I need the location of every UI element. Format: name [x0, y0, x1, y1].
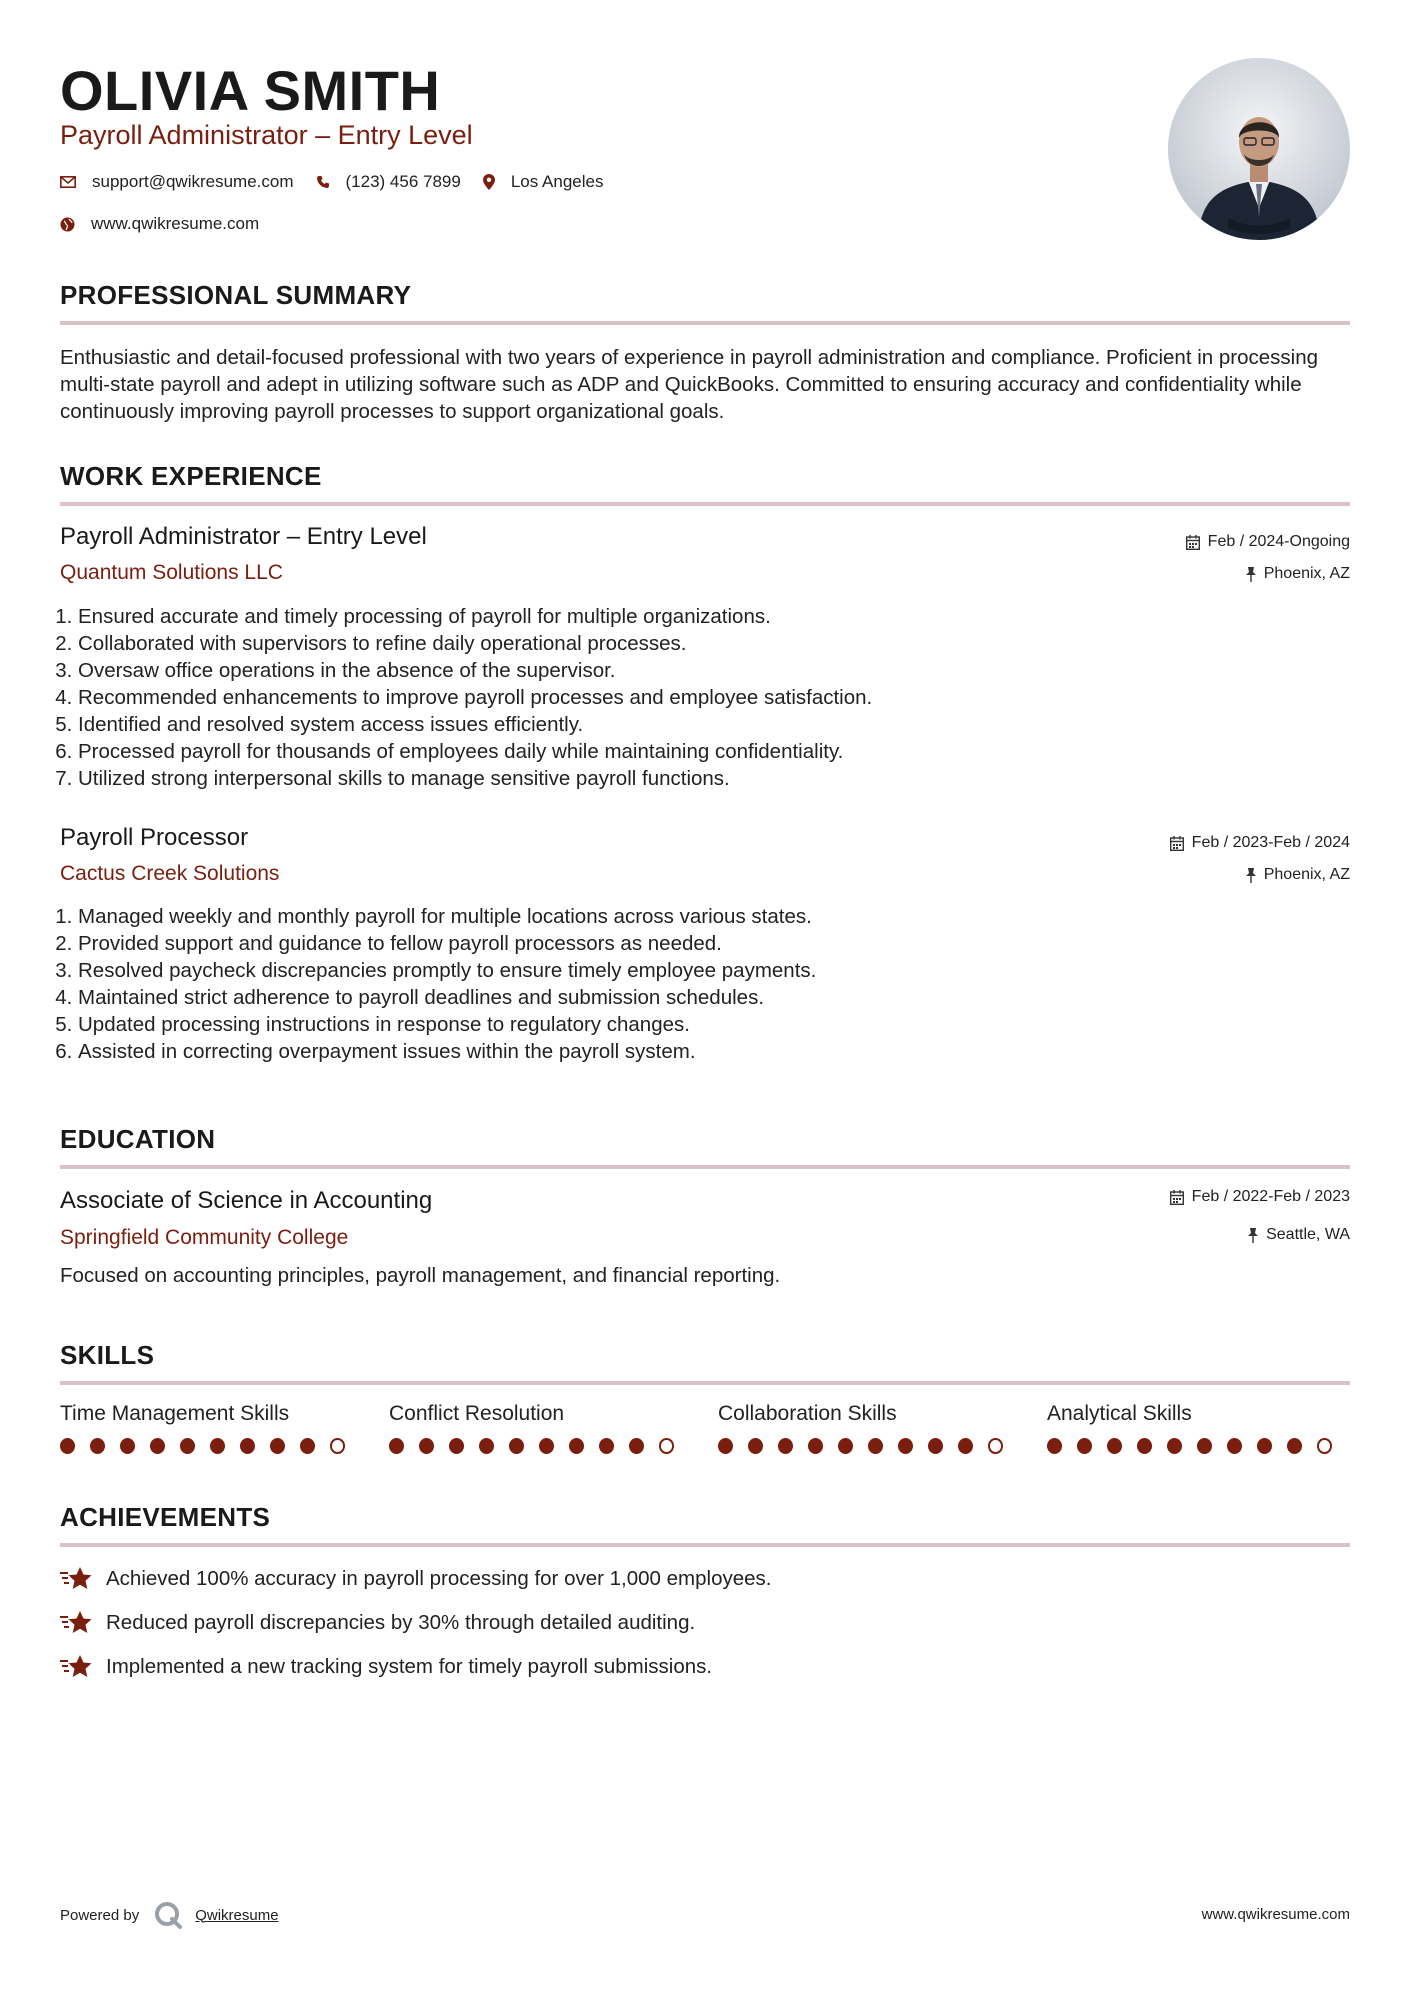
degree-title: Associate of Science in Accounting [60, 1187, 433, 1214]
rating-dot-filled [150, 1438, 165, 1454]
profile-photo [1168, 58, 1350, 240]
job-dates-text: Feb / 2023-Feb / 2024 [1191, 834, 1350, 851]
job-bullet: 4. Maintained strict adherence to payroll deadlines and submission schedules. [78, 984, 1338, 1011]
job-title: Payroll Processor [60, 824, 249, 851]
rating-dot-filled [1107, 1438, 1122, 1454]
rating-dot-filled [748, 1438, 763, 1454]
rating-dot-filled [1167, 1438, 1182, 1454]
skill-label: Analytical Skills [1047, 1402, 1192, 1425]
candidate-name: OLIVIA SMITH [60, 59, 441, 122]
achievement-item [60, 1566, 771, 1592]
school-name: Springfield Community College [60, 1226, 349, 1249]
job-location-text: Phoenix, AZ [1263, 565, 1350, 582]
job-bullet: 4. Recommended enhancements to improve payroll processes and employee satisfaction. [78, 684, 1338, 711]
achievements-heading: ACHIEVEMENTS [60, 1502, 271, 1532]
job-bullet: 7. Utilized strong interpersonal skills to manage sensitive payroll functions. [78, 765, 1338, 792]
candidate-title: Payroll Administrator – Entry Level [60, 120, 473, 150]
rating-dot-filled [509, 1438, 524, 1454]
company-name: Quantum Solutions LLC [60, 561, 283, 584]
education-heading: EDUCATION [60, 1124, 216, 1154]
rating-dot-filled [928, 1438, 943, 1454]
job-bullet: 5. Updated processing instructions in response to regulatory changes. [78, 1011, 1338, 1038]
experience-heading: WORK EXPERIENCE [60, 461, 322, 491]
contact-website[interactable] [60, 214, 259, 234]
skills-heading: SKILLS [60, 1340, 155, 1370]
achievement-item [60, 1654, 712, 1680]
website-text: www.qwikresume.com [91, 214, 260, 233]
rating-dot-filled [479, 1438, 494, 1454]
star-icon [60, 1654, 92, 1680]
rating-dot-filled [60, 1438, 75, 1454]
rating-dot-filled [180, 1438, 195, 1454]
job-title: Payroll Administrator – Entry Level [60, 523, 427, 550]
skill-rating [389, 1438, 689, 1454]
job-bullet: 2. Provided support and guidance to fellow payroll processors as needed. [78, 930, 1338, 957]
summary-heading: PROFESSIONAL SUMMARY [60, 280, 412, 310]
resume-page [60, 0, 1350, 1990]
achievements-divider [60, 1543, 1350, 1547]
education-location [1248, 1226, 1350, 1244]
skill-item [718, 1402, 1018, 1454]
rating-dot-filled [1047, 1438, 1062, 1454]
job-bullet: 5. Identified and resolved system access issues efficiently. [78, 711, 1338, 738]
rating-dot-filled [958, 1438, 973, 1454]
job-location [1246, 866, 1350, 884]
company-name: Cactus Creek Solutions [60, 862, 280, 885]
map-pin-icon [483, 174, 495, 190]
summary-text: Enthusiastic and detail-focused professional with two years of experience in payroll administration and compliance. Proficient in processing multi-state payroll and adept in utilizing software such as ADP and QuickBooks. Committed to ensuring accuracy and confidentiality while continuously improving payroll processes to support organizational goals. [60, 346, 1318, 423]
rating-dot-filled [778, 1438, 793, 1454]
pushpin-icon [1248, 1228, 1258, 1243]
brand-link[interactable]: Qwikresume [195, 1906, 279, 1924]
powered-by-label: Powered by [60, 1906, 140, 1924]
pushpin-icon [1246, 567, 1256, 582]
star-icon [60, 1566, 92, 1592]
education-divider [60, 1165, 1350, 1169]
envelope-icon [60, 176, 76, 188]
rating-dot-filled [898, 1438, 913, 1454]
rating-dot-filled [419, 1438, 434, 1454]
footer-powered-by [60, 1900, 279, 1930]
job-dates [1170, 834, 1350, 852]
website-row [60, 214, 281, 234]
skill-label: Time Management Skills [60, 1402, 290, 1425]
calendar-icon [1170, 1190, 1184, 1205]
skill-item [1047, 1402, 1347, 1454]
skill-label: Collaboration Skills [718, 1402, 897, 1425]
email-text: support@qwikresume.com [92, 172, 294, 191]
achievement-text: Achieved 100% accuracy in payroll processing for over 1,000 employees. [106, 1567, 772, 1590]
footer-website[interactable]: www.qwikresume.com [1201, 1906, 1350, 1923]
skill-item [60, 1402, 360, 1454]
job-dates-text: Feb / 2024-Ongoing [1207, 533, 1350, 550]
job-bullet: 1. Managed weekly and monthly payroll for multiple locations across various states. [78, 903, 1338, 930]
contact-row [60, 172, 625, 192]
job-location-text: Phoenix, AZ [1263, 866, 1350, 883]
calendar-icon [1186, 535, 1200, 550]
contact-phone[interactable] [316, 172, 461, 192]
rating-dot-filled [569, 1438, 584, 1454]
rating-dot-filled [599, 1438, 614, 1454]
rating-dot-filled [449, 1438, 464, 1454]
job-bullet: 1. Ensured accurate and timely processing of payroll for multiple organizations. [78, 603, 1338, 630]
achievement-item [60, 1610, 695, 1636]
education-dates-text: Feb / 2022-Feb / 2023 [1191, 1188, 1350, 1205]
summary-divider [60, 321, 1350, 325]
skill-rating [60, 1438, 360, 1454]
rating-dot-filled [868, 1438, 883, 1454]
rating-dot-empty [659, 1438, 674, 1454]
skill-item [389, 1402, 689, 1454]
job-bullet: 2. Collaborated with supervisors to refine daily operational processes. [78, 630, 1338, 657]
skill-rating [718, 1438, 1018, 1454]
rating-dot-filled [808, 1438, 823, 1454]
job-bullet: 3. Resolved paycheck discrepancies promptly to ensure timely employee payments. [78, 957, 1338, 984]
rating-dot-filled [120, 1438, 135, 1454]
rating-dot-filled [389, 1438, 404, 1454]
contact-email[interactable] [60, 172, 294, 192]
globe-icon [60, 217, 75, 232]
rating-dot-filled [1197, 1438, 1212, 1454]
job-bullets [60, 903, 1338, 1065]
rating-dot-filled [1137, 1438, 1152, 1454]
pushpin-icon [1246, 868, 1256, 883]
job-location [1246, 565, 1350, 583]
calendar-icon [1170, 836, 1184, 851]
contact-location [483, 172, 604, 192]
skill-rating [1047, 1438, 1347, 1454]
rating-dot-empty [988, 1438, 1003, 1454]
rating-dot-filled [838, 1438, 853, 1454]
job-bullets [60, 603, 1338, 792]
skills-divider [60, 1381, 1350, 1385]
rating-dot-filled [1077, 1438, 1092, 1454]
phone-icon [316, 175, 330, 189]
location-text: Los Angeles [510, 172, 604, 191]
education-description: Focused on accounting principles, payroll management, and financial reporting. [60, 1264, 781, 1287]
rating-dot-filled [718, 1438, 733, 1454]
rating-dot-filled [210, 1438, 225, 1454]
rating-dot-filled [300, 1438, 315, 1454]
job-bullet: 6. Processed payroll for thousands of employees daily while maintaining confidentiality. [78, 738, 1338, 765]
achievement-text: Reduced payroll discrepancies by 30% through detailed auditing. [106, 1611, 696, 1634]
phone-text: (123) 456 7899 [345, 172, 461, 191]
education-dates [1170, 1188, 1350, 1206]
rating-dot-empty [330, 1438, 345, 1454]
rating-dot-filled [1227, 1438, 1242, 1454]
rating-dot-filled [539, 1438, 554, 1454]
job-bullet: 6. Assisted in correcting overpayment issues within the payroll system. [78, 1038, 1338, 1065]
rating-dot-filled [1287, 1438, 1302, 1454]
rating-dot-filled [1257, 1438, 1272, 1454]
star-icon [60, 1610, 92, 1636]
rating-dot-empty [1317, 1438, 1332, 1454]
rating-dot-filled [240, 1438, 255, 1454]
rating-dot-filled [629, 1438, 644, 1454]
experience-divider [60, 502, 1350, 506]
rating-dot-filled [270, 1438, 285, 1454]
education-location-text: Seattle, WA [1266, 1226, 1350, 1243]
skill-label: Conflict Resolution [389, 1402, 565, 1425]
achievement-text: Implemented a new tracking system for timely payroll submissions. [106, 1655, 713, 1678]
qwikresume-logo-icon [153, 1900, 183, 1930]
rating-dot-filled [90, 1438, 105, 1454]
job-bullet: 3. Oversaw office operations in the absence of the supervisor. [78, 657, 1338, 684]
job-dates [1186, 533, 1350, 551]
